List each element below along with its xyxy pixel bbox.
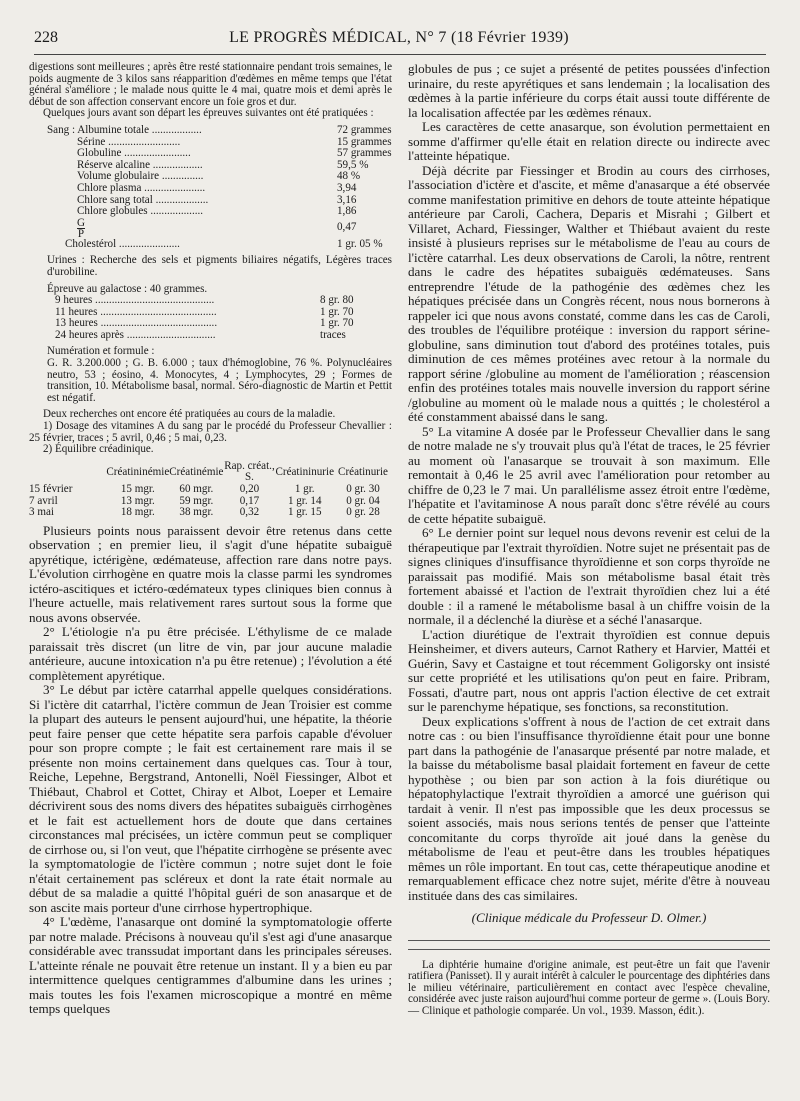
table-cell: 59 mgr. [179,494,214,507]
table-header: Créatinémie [169,465,224,478]
galactose-time: 9 heures [55,294,93,307]
body-paragraph: 6° Le dernier point sur lequel nous devons revenir est celui de la thérapeutique par l'extrait thyroïdien. Notre sujet ne présentait pas de signes cliniques d'insuffisance thyroïdienne et son corps thyroïde ne paraissait pas modifié. Mais son métabolisme basal était très fortement abaissé et l'action de l'extrait thyroïdien chez lui a été double : il a ramené le métabolisme basal à un chiffre voisin de la normale, il a déclenché la diurèse et a séché l'anasarque. [408,525,770,627]
dosage-text: 1) Dosage des vitamines A du sang par le procédé du Professeur Chevallier : 25 février, traces ; 5 avril, 0,46 ; 5 mai, 0,23. [29,420,392,444]
table-cell: 0,32 [239,506,260,519]
table-header: Créatinurie [338,465,388,478]
blood-value: 59,5 % [337,158,369,171]
galactose-title: Épreuve au galactose : 40 grammes. [47,282,208,295]
body-paragraph: 5° La vitamine A dosée par le Professeur Chevallier dans le sang de notre malade ne s'y trouvait plus qu'à l'état de traces, le 25 février au moment où l'anasarque se trouvait à son maximum. Elle remontait à 0,46 le 25 avril avec l'amélioration pour retomber au chiffre de 0,23 le 7 mai. Un parallélisme assez étroit entre l'œdème, l'hépatite et l'avitaminose A nous paraît donc s'être révélé au cours de cette hépatite subaiguë. [408,423,770,526]
table-header-row [29,461,392,484]
table-header: Créatininémie [106,465,170,478]
table-cell: 1 gr. 14 [287,494,322,507]
numeration-text: G. R. 3.200.000 ; G. B. 6.000 ; taux d'hémoglobine, 76 %. Polynucléaires neutro, 53 ; éosino, 4. Monocytes, 4 ; Lymphocytes, 29 ; Formes de transition, 10. Métabolisme basal, normal. Séro-diagnostic de Martin et Pettit est négatif. [47,357,392,404]
blood-value: 1,86 [337,205,357,218]
ratio-fraction [77,218,85,239]
header-rule [34,54,766,55]
equilibre-text: 2) Équilibre créadinique. [43,443,154,456]
ratio-numerator: G [77,216,86,229]
table-cell: 38 mgr. [179,506,214,519]
running-header [34,29,764,51]
table-cell: 0 gr. 28 [346,506,380,519]
quelques-paragraph: Quelques jours avant son départ les épreuves suivantes ont été pratiquées : [43,107,374,120]
body-paragraph: 2° L'étiologie n'a pu être précisée. L'éthylisme de ce malade paraissait très discret (un litre de vin, par jour aucune maladie antérieure, aucune intoxication n'a pu être retenue) ; l'évolution a été complètement apyrétique. [29,624,392,683]
table-cell: 0 gr. 04 [346,494,380,507]
body-paragraph: 4° L'œdème, l'anasarque ont dominé la symptomatologie offerte par notre malade. Précisons à nouveau qu'il s'est agi d'une anasarque considérable avec transsudat important dans les principales séreuses. L'atteinte rénale ne pouvait être retenue un instant. Il y a bien eu par intermittence quelques centigrammes d'albumine dans les urines ; mais toutes les fois l'examen microscopique a montré en même temps quelques [29,914,392,1017]
blood-value: 15 grammes [337,135,392,148]
galactose-value: 1 gr. 70 [320,317,354,330]
blood-name: Volume globulaire [77,170,160,183]
table-cell: 3 mai [29,506,54,519]
blood-name: Chlore globules [77,205,148,218]
blood-value: 3,16 [337,193,357,206]
blood-name: Chlore plasma [77,181,142,194]
blood-value: 57 grammes [337,147,392,160]
table-cell: 60 mgr. [179,483,214,495]
galactose-time: 13 heures [55,317,98,330]
body-paragraph: Plusieurs points nous paraissent devoir être retenus dans cette observation ; en premier lieu, il s'agit d'une hépatite subaiguë apyrétique, ictérigène, œdémateuse, affection rare dans notre pays. L'évolution cirrhogène en quatre mois la classe parmi les syndromes ictéro-ascitiques et ictéro-œdémateux types cliniques bien connus à l'heure actuelle, mais relativement rares surtout sous la forme que nous avons observée. [29,522,392,625]
blood-row: Sang : Albumine totale .................. [47,123,202,136]
blood-name: Globuline [77,147,122,160]
article-credit: (Clinique médicale du Professeur D. Olmer.) [471,910,707,925]
urines-text: Urines : Recherche des sels et pigments biliaires négatifs, Légères traces d'urobiline. [47,254,392,278]
sang-label: Sang : [47,123,76,136]
cholesterol-value: 1 gr. 05 % [337,237,383,250]
creatinine-table [29,461,392,519]
journal-title: LE PROGRÈS MÉDICAL, N° 7 (18 Février 1939) [229,29,569,46]
table-cell: 1 gr. 15 [287,506,322,519]
blood-value: 3,94 [337,181,357,194]
numeration-title: Numération et formule : [47,345,155,358]
blood-value: 72 grammes [337,123,392,136]
table-cell: 15 mgr. [120,483,155,495]
table-cell: 15 février [29,483,73,495]
table-cell: 7 avril [29,494,58,507]
left-column [29,62,392,1017]
galactose-value: traces [320,328,346,341]
intro-paragraph: digestions sont meilleures ; après être resté stationnaire pendant trois semaines, le poids augmente de 3 kilos sans réapparition d'œdèmes en même temps que l'état général s'améliore ; le malade nous quitte le 4 mai, quatre mois et demi après le début de son affection conservant encore un foie gros et dur. [29,61,392,108]
galactose-value: 1 gr. 70 [320,305,354,318]
table-cell: 0,17 [239,494,260,507]
page-number: 228 [34,29,58,46]
blood-name: Albumine totale [77,123,150,136]
table-row [29,484,392,496]
ratio-denominator: P [77,227,85,240]
table-header: Rap. créat., S. [224,459,275,484]
body-paragraph: Déjà décrite par Fiessinger et Brodin au cours des cirrhoses, l'association d'ictère et d'ascite, et même d'anasarque a été observée comme manifestation primitive en dehors de toute atteinte hépatique antérieure par Caroli, Cachera, Deparis et Misrahi ; Gilbert et Villaret, Achard, Fiessinger, Walther et Thiébaut avaient du reste insisté à plusieurs reprises sur le métabolisme de l'eau au cours de l'ictère catarrhal. Les deux observations de Caroli, la nôtre, rentrent dans le cadre des hépatites subaiguës œdémateuses. Sans entreprendre l'étude de la pathogénie des œdèmes chez les hépatiques précisée dans un Congrès récent, nous nous bornerons à rappeler ici que nous avons constaté, comme dans les cas de Caroli, des troubles de l'équilibre protéique : inversion du rapport sérine-globuline, sans diminution tout d'abord des protéines totales, puis diminution de ces mêmes protéines avec retour à la normale du rapport sérine /globuline au moment de l'amélioration ; réascension enfin des protéines totales mais nouvelle inversion du rapport sérine /globuline au moment où le malade nous a quittés ; le cholestérol a été constamment abaissé dans le sang. [408,162,770,424]
footnote-text: La diphtérie humaine d'origine animale, est peut-être un fait que l'avenir ratifiera (Panisset). Il y aurait intérêt à calculer le pourcentage des diphtéries dans le milieu vétérinaire, particulièrement en contact avec l'espèce chevaline, considérée avec juste raison aujourd'hui comme porteur de germe ». (Louis Bory. — Clinique et pathologie comparée. Un vol., 1939. Masson, édit.). [408,958,770,1017]
body-paragraph: globules de pus ; ce sujet a présenté de petites poussées d'infection urinaire, du reste apyrétiques et sans lendemain ; la localisation des œdèmes à la partie inférieure du corps était aussi toute différente de la localisation affectée par les œdèmes rénaux. [408,61,770,120]
galactose-time: 24 heures après [55,328,125,341]
table-row [29,507,392,519]
blood-name: Réserve alcaline [77,158,150,171]
cholesterol-name: Cholestérol [65,237,117,250]
footnote-rule [408,940,770,950]
table-header: Créatininurie [275,465,334,478]
table-cell: 1 gr. [294,483,315,495]
table-cell: 18 mgr. [120,506,155,519]
galactose-value: 8 gr. 80 [320,294,354,307]
body-paragraph: Deux explications s'offrent à nous de l'action de cet extrait dans notre cas : ou bien l'insuffisance thyroïdienne était pour une bonne part dans la pathogénie de l'anasarque présenté par notre malade, et la baisse du métabolisme basal plaidait fortement en faveur de cette hypothèse ; ou bien par son action à la fois diurétique ou hépatophylactique l'extrait thyroïdien a amorcé une guérison qui tardait à venir. Il n'est pas impossible que les deux processus se soient associés, mais nous serions tentés de penser que l'atteinte concomitante du corps thyroïde ait joué dans la genèse du métabolisme de l'eau et peut-être dans les troubles hépatiques mêmes un rôle important. En tout cas, cette thérapeutique anodine et remarquablement efficace chez notre sujet, mérite d'être à nouveau instituée dans des cas similaires. [408,713,770,903]
blood-value: 48 % [337,170,361,183]
table-cell: 0,20 [239,483,260,495]
deux-recherches: Deux recherches ont encore été pratiquées au cours de la maladie. [43,408,336,421]
body-paragraph: 3° Le début par ictère catarrhal appelle quelques considérations. Si l'ictère dit catarrhal, l'ictère commun de Jean Troisier est comme la plupart des auteurs le pensent aujourd'hui, une hépatite, la théorie peut faire penser que cette hépatite sera parfois capable d'évoluer pour son propre compte ; le fait est certainement rare mais il se présente non moins certainement dans quelques cas. Tour à tour, Reiche, Lepehne, Bergstrand, Antonelli, Noël Fiessinger, Albot et Thiébaut, Chabrol et Cottet, Chiray et Albot, Loeper et Lemaire décrivirent sous des noms divers des hépatites subaiguës cirrhogènes et le fait est actuellement hors de doute que dans certaines circonstances mal précisées, un ictère commun peut se compliquer de cirrhose ou, si l'on veut, que l'hépatite cirrhogène se présente avec la symptomatologie de l'ictère commun ; notre sujet dont le foie n'était certainement pas scléreux et dont la rate était normale au début de sa maladie a quitté l'hôpital guéri de son anasarque et de son ascite mais porteur d'une cirrhose hypertrophique. [29,682,392,915]
body-paragraph: L'action diurétique de l'extrait thyroïdien est connue depuis Heinsheimer, et divers auteurs, Carnot Rathery et Harvier, Mattéi et Guérin, Savy et Castaigne et tout récemment Goligorsky ont insisté sur cette propriété et les utilisations qu'on peut en faire. Pribram, Fossati, d'autre part, nous ont appris l'action élective de cet extrait sur le parenchyme hépatique, ses fonctions, sa reconstitution. [408,626,770,714]
galactose-table: 9 heures ........................................... 8 gr. 80 11 heures .......................................... 1 gr. 70 13 heures .......................................... 1 gr. 70 24 heures après ................................ traces [55,294,354,341]
blood-name: Sérine [77,135,106,148]
right-column [408,62,770,1017]
blood-table: Sang : Albumine totale .................. 72 grammes Sérine .......................... 15 grammes Globuline ........................ 57 grammes Réserve alcaline .................. 59,5 % Volume globulaire ............... 48 % Chlore plasma ...................... 3,94 Chlore sang total ................... 3,16 Chlore globules ................... 1,86 $\frac{G}{P}$ 0,47 Cholestérol ...................... 1 gr. 05 % [47,123,392,250]
table-cell: 0 gr. 30 [346,483,380,495]
ratio-value: 0,47 [337,221,357,234]
table-cell: 13 mgr. [120,494,155,507]
table-header [29,461,106,484]
body-paragraph: Les caractères de cette anasarque, son évolution permettaient en somme d'affirmer qu'elle était en relation directe ou indirecte avec l'atteinte hépatique. [408,119,770,163]
blood-name: Chlore sang total [77,193,153,206]
galactose-time: 11 heures [55,305,98,318]
